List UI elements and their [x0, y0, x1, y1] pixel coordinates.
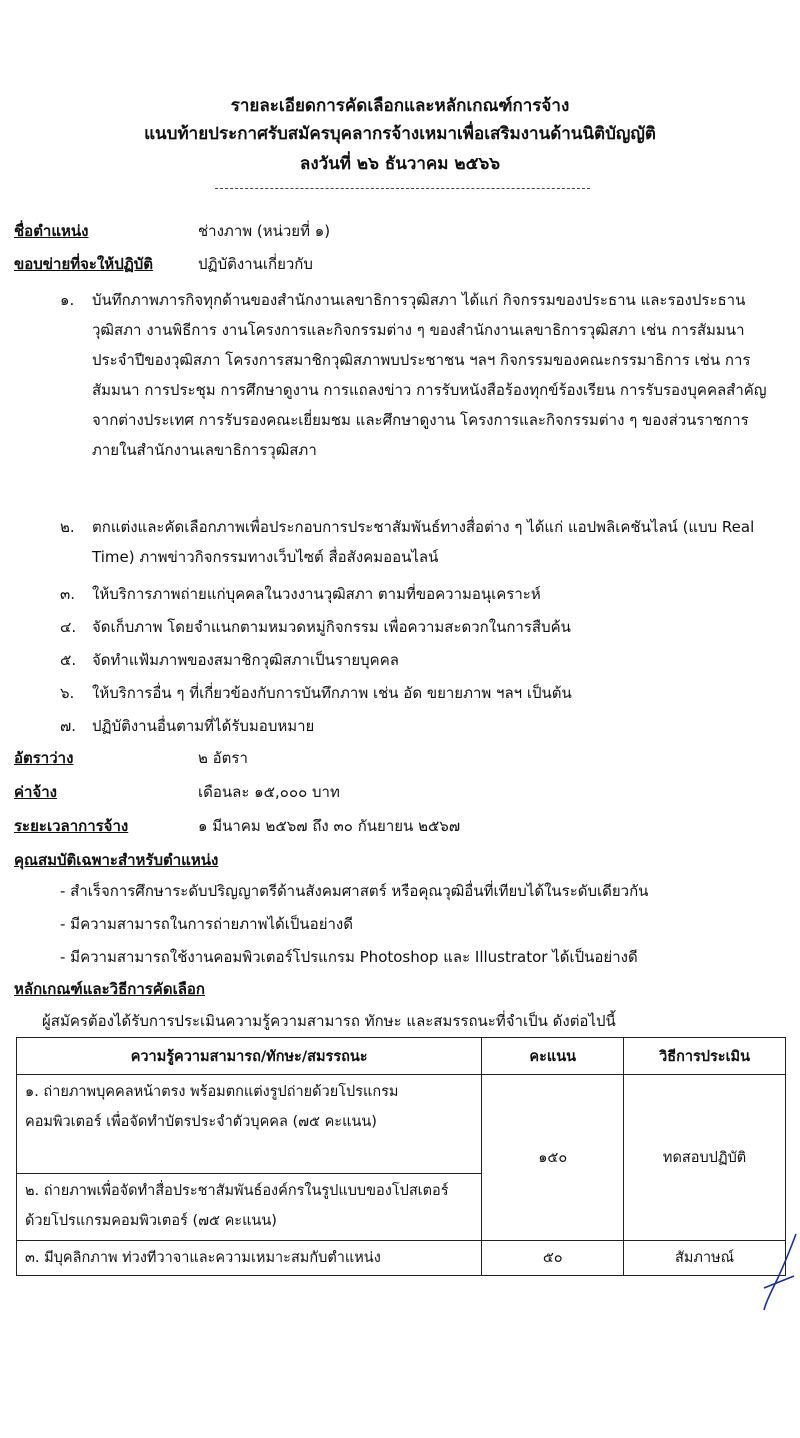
scope-item-number: ๕. — [60, 651, 77, 669]
rate-label: อัตราว่าง — [14, 749, 74, 767]
qualifications-row — [14, 847, 218, 873]
scope-item-number: ๗. — [60, 717, 77, 735]
header-date-line: ลงวันที่ ๒๖ ธันวาคม ๒๕๖๖ — [299, 154, 501, 174]
wage-value: เดือนละ ๑๕,๐๐๐ บาท — [198, 783, 340, 801]
scope-item-text: ปฏิบัติงานอื่นตามที่ได้รับมอบหมาย — [92, 717, 315, 735]
position-row — [14, 218, 89, 244]
rate-row — [14, 745, 73, 771]
wage-row — [14, 779, 57, 805]
scope-item-number: ๒. — [60, 518, 75, 536]
rate-value: ๒ อัตรา — [198, 749, 248, 767]
header-score: คะแนน — [482, 1038, 624, 1075]
scope-item-number: ๔. — [60, 618, 77, 636]
scope-item-text: จัดทำแฟ้มภาพของสมาชิกวุฒิสภาเป็นรายบุคคล — [92, 651, 399, 669]
qualification-item: - สำเร็จการศึกษาระดับปริญญาตรีด้านสังคมศาสตร์ หรือคุณวุฒิอื่นที่เทียบได้ในระดับเดียวกัน — [60, 882, 649, 900]
period-label: ระยะเวลาการจ้าง — [14, 817, 129, 835]
table-header-row — [17, 1038, 786, 1075]
criteria-item-1: ๑. ถ่ายภาพบุคคลหน้าตรง พร้อมตกแต่งรูปถ่ายด้วยโปรแกรมคอมพิวเตอร์ เพื่อจัดทำบัตรประจำตัวบุคคล (๗๕ คะแนน) — [17, 1075, 482, 1174]
scope-item-text: ให้บริการอื่น ๆ ที่เกี่ยวข้องกับการบันทึกภาพ เช่น อัด ขยายภาพ ฯลฯ เป็นต้น — [92, 684, 572, 702]
scope-item-text: จัดเก็บภาพ โดยจำแนกตามหมวดหมู่กิจกรรม เพื่อความสะดวกในการสืบค้น — [92, 618, 571, 636]
header-line-1: รายละเอียดการคัดเลือกและหลักเกณฑ์การจ้าง — [230, 96, 570, 116]
scope-item-text: ตกแต่งและคัดเลือกภาพเพื่อประกอบการประชาสัมพันธ์ทางสื่อต่าง ๆ ได้แก่ แอปพลิเคชันไลน์ (แบบ Real Time) ภาพข่าวกิจกรรมทางเว็บไซต์ สื่อสังคมออนไลน์ — [92, 518, 755, 566]
scope-label: ขอบข่ายที่จะให้ปฏิบัติ — [14, 255, 154, 273]
header-line-2: แนบท้ายประกาศรับสมัครบุคลากรจ้างเหมาเพื่อเสริมงานด้านนิติบัญญัติ — [144, 124, 656, 144]
scope-item-text: บันทึกภาพภารกิจทุกด้านของสำนักงานเลขาธิการวุฒิสภา ได้แก่ กิจกรรมของประธาน และรองประธานวุฒิสภา งานพิธีการ งานโครงการและกิจกรรมต่าง ๆ ของสำนักงานเลขาธิการวุฒิสภา เช่น การสัมมนาประจำปีของวุฒิสภา โครงการสมาชิกวุฒิสภาพบประชาชน ฯลฯ กิจกรรมของคณะกรรมาธิการ เช่น การสัมมนา การประชุม การศึกษาดูงาน การแถลงข่าว การรับหนังสือร้องทุกข์ร้องเรียน การรับรองบุคคลสำคัญจากต่างประเทศ การรับรองคณะเยี่ยมชม และศึกษาดูงาน โครงการและกิจกรรมต่าง ๆ ของส่วนราชการภายในสำนักงานเลขาธิการวุฒิสภา — [92, 291, 767, 459]
group-method: ทดสอบปฏิบัติ — [624, 1075, 786, 1241]
scope-intro: ปฏิบัติงานเกี่ยวกับ — [198, 255, 313, 273]
position-label: ชื่อตำแหน่ง — [14, 222, 89, 240]
qualification-item: - มีความสามารถในการถ่ายภาพได้เป็นอย่างดี — [60, 915, 353, 933]
period-row — [14, 813, 128, 839]
criteria-label: หลักเกณฑ์และวิธีการคัดเลือก — [14, 980, 205, 998]
dashed-divider — [215, 188, 590, 189]
table-row — [17, 1241, 786, 1276]
period-value: ๑ มีนาคม ๒๕๖๗ ถึง ๓๐ กันยายน ๒๕๖๗ — [198, 817, 461, 835]
qualification-item: - มีความสามารถใช้งานคอมพิวเตอร์โปรแกรม Photoshop และ Illustrator ได้เป็นอย่างดี — [60, 948, 638, 966]
table-row — [17, 1075, 786, 1174]
scope-item-number: ๖. — [60, 684, 75, 702]
scope-item-number: ๓. — [60, 585, 76, 603]
criteria-item-3: ๓. มีบุคลิกภาพ ท่วงทีวาจาและความเหมาะสมกับตำแหน่ง — [17, 1241, 482, 1276]
qualifications-label: คุณสมบัติเฉพาะสำหรับตำแหน่ง — [14, 851, 219, 869]
group-score: ๑๕๐ — [482, 1075, 624, 1241]
criteria-table — [16, 1037, 786, 1276]
item-3-score: ๕๐ — [482, 1241, 624, 1276]
header-skill: ความรู้ความสามารถ/ทักษะ/สมรรถนะ — [17, 1038, 482, 1075]
scope-row — [14, 251, 153, 277]
position-value: ช่างภาพ (หน่วยที่ ๑) — [198, 222, 331, 240]
wage-label: ค่าจ้าง — [14, 783, 57, 801]
criteria-row — [14, 976, 205, 1002]
criteria-intro: ผู้สมัครต้องได้รับการประเมินความรู้ความสามารถ ทักษะ และสมรรถนะที่จำเป็น ดังต่อไปนี้ — [42, 1012, 616, 1030]
scope-item-number: ๑. — [60, 291, 75, 309]
criteria-item-2: ๒. ถ่ายภาพเพื่อจัดทำสื่อประชาสัมพันธ์องค์กรในรูปแบบของโปสเตอร์ด้วยโปรแกรมคอมพิวเตอร์ (๗๕ คะแนน) — [17, 1174, 482, 1241]
signature-mark — [760, 1230, 800, 1320]
item-3-method: สัมภาษณ์ — [624, 1241, 786, 1276]
scope-item-text: ให้บริการภาพถ่ายแก่บุคคลในวงงานวุฒิสภา ตามที่ขอความอนุเคราะห์ — [92, 585, 541, 603]
header-method: วิธีการประเมิน — [624, 1038, 786, 1075]
